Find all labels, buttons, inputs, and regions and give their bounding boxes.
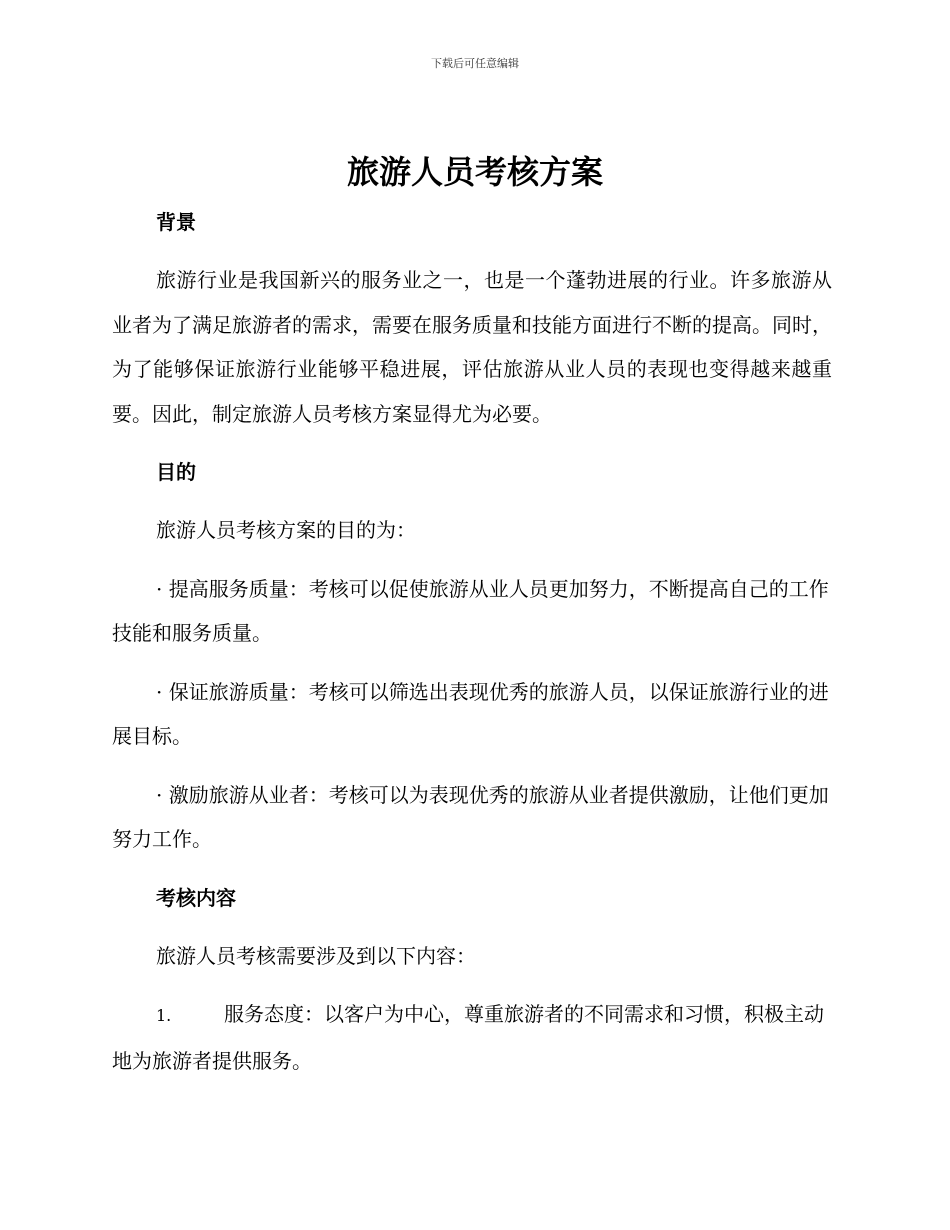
section-heading-content: 考核内容 (156, 885, 236, 910)
document-body (112, 200, 832, 1097)
document-title: 旅游人员考核方案 (346, 153, 603, 191)
content-intro: 旅游人员考核需要涉及到以下内容： (156, 943, 476, 968)
background-paragraph: 旅游行业是我国新兴的服务业之一，也是一个蓬勃进展的行业。许多旅游从业者为了满足旅游者的需求，需要在服务质量和技能方面进行不断的提高。同时，为了能够保证旅游行业能够平稳进展，评估旅游从业人员的表现也变得越来越重要。因此，制定旅游人员考核方案显得尤为必要。 (112, 268, 832, 426)
purpose-intro: 旅游人员考核方案的目的为： (156, 518, 416, 542)
purpose-bullet-motivation: · 激励旅游从业者：考核可以为表现优秀的旅游从业者提供激励，让他们更加努力工作。 (112, 782, 829, 851)
list-item-text: 服务态度：以客户为中心，尊重旅游者的不同需求和习惯，积极主动地为旅游者提供服务。 (112, 1002, 824, 1073)
section-heading-background: 背景 (156, 210, 196, 234)
header-note: 下载后可任意编辑 (431, 57, 519, 70)
purpose-bullet-service-quality: · 提高服务质量：考核可以促使旅游从业人员更加努力，不断提高自己的工作技能和服务质量。 (112, 576, 829, 645)
list-number: 1. (156, 1006, 172, 1025)
purpose-bullet-travel-quality: · 保证旅游质量：考核可以筛选出表现优秀的旅游人员，以保证旅游行业的进展目标。 (112, 679, 829, 748)
content-item-service-attitude (112, 992, 832, 1083)
section-heading-purpose: 目的 (156, 460, 196, 484)
